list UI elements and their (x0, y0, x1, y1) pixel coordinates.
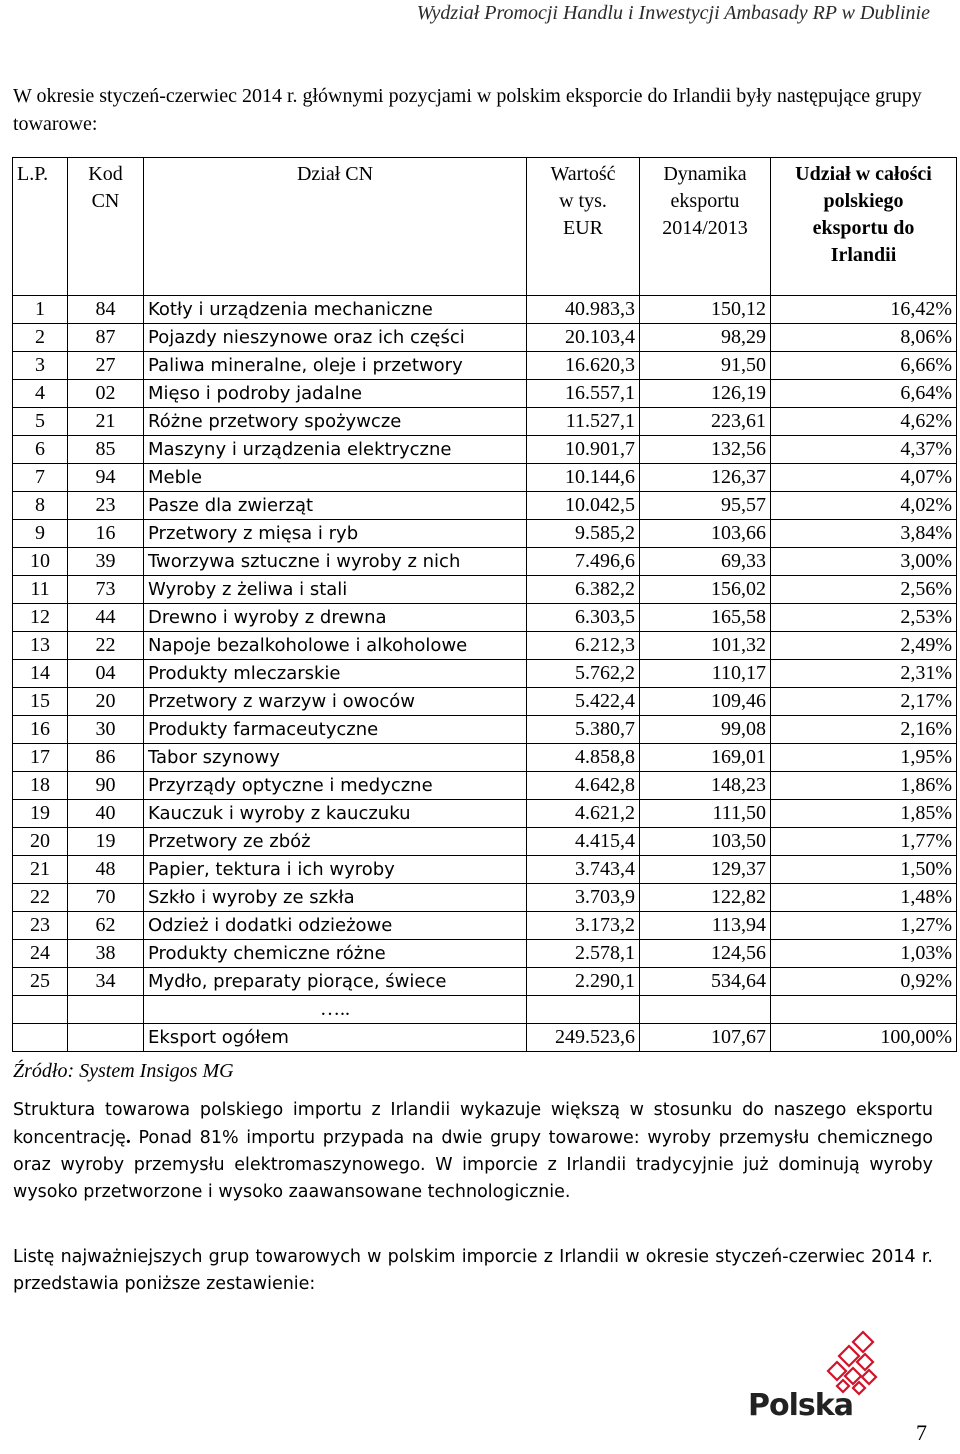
row-udzial: 3,84% (771, 520, 957, 548)
row-wartosc: 4.621,2 (527, 800, 640, 828)
row-dynamika: 124,56 (640, 940, 771, 968)
row-dynamika: 99,08 (640, 716, 771, 744)
row-kod: 02 (68, 380, 144, 408)
row-dynamika: 103,66 (640, 520, 771, 548)
row-lp: 22 (13, 884, 68, 912)
row-udzial: 8,06% (771, 324, 957, 352)
row-wartosc: 6.212,3 (527, 632, 640, 660)
row-wartosc: 3.173,2 (527, 912, 640, 940)
row-udzial: 2,53% (771, 604, 957, 632)
header-lp: L.P. (13, 158, 68, 296)
header-udzial: Udział w całości polskiego eksportu do Irlandii (771, 158, 957, 296)
row-kod: 20 (68, 688, 144, 716)
row-kod: 85 (68, 436, 144, 464)
row-dynamika: 534,64 (640, 968, 771, 996)
page-header: Wydział Promocji Handlu i Inwestycji Ambasady RP w Dublinie (416, 2, 930, 24)
row-wartosc: 6.303,5 (527, 604, 640, 632)
row-lp: 13 (13, 632, 68, 660)
paragraph-import-list-intro: Listę najważniejszych grup towarowych w polskim imporcie z Irlandii w okresie styczeń-czerwiec 2014 r. przedstawia poniższe zestawienie: (13, 1247, 933, 1294)
row-lp: 17 (13, 744, 68, 772)
row-kod: 30 (68, 716, 144, 744)
row-lp: 25 (13, 968, 68, 996)
row-lp: 10 (13, 548, 68, 576)
row-wartosc: 9.585,2 (527, 520, 640, 548)
row-dynamika: 156,02 (640, 576, 771, 604)
row-dzial: Mydło, preparaty piorące, świece (144, 968, 527, 996)
logo-wordmark: Polska (748, 1388, 853, 1423)
row-dzial: Maszyny i urządzenia elektryczne (144, 436, 527, 464)
table-header-row (13, 158, 957, 296)
row-lp: 12 (13, 604, 68, 632)
row-udzial: 1,85% (771, 800, 957, 828)
row-udzial: 1,50% (771, 856, 957, 884)
row-udzial: 1,95% (771, 744, 957, 772)
row-dzial: Kotły i urządzenia mechaniczne (144, 296, 527, 324)
row-wartosc: 11.527,1 (527, 408, 640, 436)
table-row (13, 576, 957, 604)
row-wartosc: 2.578,1 (527, 940, 640, 968)
row-lp: 18 (13, 772, 68, 800)
table-row (13, 856, 957, 884)
row-udzial: 16,42% (771, 296, 957, 324)
table-row (13, 744, 957, 772)
table-row (13, 604, 957, 632)
row-kod: 44 (68, 604, 144, 632)
table-row (13, 688, 957, 716)
row-dzial: Drewno i wyroby z drewna (144, 604, 527, 632)
row-udzial: 1,27% (771, 912, 957, 940)
row-dzial: Przetwory z mięsa i ryb (144, 520, 527, 548)
table-row (13, 772, 957, 800)
row-udzial: 4,62% (771, 408, 957, 436)
row-dzial: Wyroby z żeliwa i stali (144, 576, 527, 604)
table-row (13, 968, 957, 996)
row-udzial: 4,07% (771, 464, 957, 492)
row-lp: 21 (13, 856, 68, 884)
row-dynamika: 110,17 (640, 660, 771, 688)
row-dynamika: 126,19 (640, 380, 771, 408)
row-wartosc: 40.983,3 (527, 296, 640, 324)
row-dynamika: 150,12 (640, 296, 771, 324)
table-row (13, 408, 957, 436)
page-number: 7 (916, 1420, 927, 1445)
row-dzial: Mięso i podroby jadalne (144, 380, 527, 408)
row-dzial: Produkty chemiczne różne (144, 940, 527, 968)
row-udzial: 1,86% (771, 772, 957, 800)
table-row (13, 324, 957, 352)
row-udzial: 1,03% (771, 940, 957, 968)
row-wartosc: 10.042,5 (527, 492, 640, 520)
row-dynamika: 95,57 (640, 492, 771, 520)
row-lp: 24 (13, 940, 68, 968)
row-wartosc: 7.496,6 (527, 548, 640, 576)
row-kod: 34 (68, 968, 144, 996)
table-row (13, 828, 957, 856)
row-wartosc: 20.103,4 (527, 324, 640, 352)
row-wartosc: 5.422,4 (527, 688, 640, 716)
row-kod: 22 (68, 632, 144, 660)
row-kod: 23 (68, 492, 144, 520)
row-dzial: Tworzywa sztuczne i wyroby z nich (144, 548, 527, 576)
row-udzial: 2,17% (771, 688, 957, 716)
row-lp: 14 (13, 660, 68, 688)
row-lp: 15 (13, 688, 68, 716)
row-dynamika: 101,32 (640, 632, 771, 660)
row-dzial: Papier, tektura i ich wyroby (144, 856, 527, 884)
paragraph-1-dot: . (125, 1126, 131, 1148)
row-dynamika: 126,37 (640, 464, 771, 492)
row-lp: 3 (13, 352, 68, 380)
row-lp: 19 (13, 800, 68, 828)
row-dynamika: 98,29 (640, 324, 771, 352)
row-lp: 11 (13, 576, 68, 604)
row-udzial: 2,31% (771, 660, 957, 688)
row-lp: 2 (13, 324, 68, 352)
row-wartosc: 3.703,9 (527, 884, 640, 912)
table-row (13, 464, 957, 492)
table-row (13, 380, 957, 408)
row-kod: 70 (68, 884, 144, 912)
row-dzial: Szkło i wyroby ze szkła (144, 884, 527, 912)
row-kod: 21 (68, 408, 144, 436)
table-row (13, 632, 957, 660)
row-wartosc: 4.642,8 (527, 772, 640, 800)
row-wartosc: 4.858,8 (527, 744, 640, 772)
ellipsis-cell: ….. (144, 996, 527, 1024)
row-lp: 9 (13, 520, 68, 548)
row-lp: 23 (13, 912, 68, 940)
table-row (13, 296, 957, 324)
row-kod: 19 (68, 828, 144, 856)
row-kod: 16 (68, 520, 144, 548)
row-dynamika: 122,82 (640, 884, 771, 912)
table-row (13, 660, 957, 688)
header-kod: Kod CN (68, 158, 144, 296)
table-row (13, 884, 957, 912)
row-dzial: Produkty mleczarskie (144, 660, 527, 688)
row-dzial: Różne przetwory spożywcze (144, 408, 527, 436)
row-dzial: Przetwory ze zbóż (144, 828, 527, 856)
row-dzial: Przetwory z warzyw i owoców (144, 688, 527, 716)
row-wartosc: 10.144,6 (527, 464, 640, 492)
total-dynamika: 107,67 (640, 1024, 771, 1052)
row-dynamika: 132,56 (640, 436, 771, 464)
row-udzial: 6,64% (771, 380, 957, 408)
row-lp: 5 (13, 408, 68, 436)
row-udzial: 3,00% (771, 548, 957, 576)
total-udzial: 100,00% (771, 1024, 957, 1052)
row-lp: 7 (13, 464, 68, 492)
row-udzial: 2,56% (771, 576, 957, 604)
table-row (13, 436, 957, 464)
paragraph-import-structure (13, 1097, 933, 1206)
table-row (13, 940, 957, 968)
row-lp: 6 (13, 436, 68, 464)
row-kod: 27 (68, 352, 144, 380)
row-lp: 4 (13, 380, 68, 408)
row-kod: 38 (68, 940, 144, 968)
row-kod: 90 (68, 772, 144, 800)
row-dynamika: 169,01 (640, 744, 771, 772)
row-wartosc: 4.415,4 (527, 828, 640, 856)
row-wartosc: 3.743,4 (527, 856, 640, 884)
table-row (13, 492, 957, 520)
row-udzial: 1,77% (771, 828, 957, 856)
header-wartosc: Wartość w tys. EUR (527, 158, 640, 296)
table-row (13, 352, 957, 380)
row-udzial: 2,16% (771, 716, 957, 744)
row-kod: 39 (68, 548, 144, 576)
row-kod: 86 (68, 744, 144, 772)
row-dynamika: 69,33 (640, 548, 771, 576)
row-dynamika: 111,50 (640, 800, 771, 828)
table-row (13, 912, 957, 940)
row-udzial: 2,49% (771, 632, 957, 660)
header-dynamika: Dynamika eksportu 2014/2013 (640, 158, 771, 296)
row-dzial: Paliwa mineralne, oleje i przetwory (144, 352, 527, 380)
table-row (13, 520, 957, 548)
row-dzial: Meble (144, 464, 527, 492)
total-row (13, 1024, 957, 1052)
row-kod: 84 (68, 296, 144, 324)
row-dzial: Pojazdy nieszynowe oraz ich części (144, 324, 527, 352)
intro-text: W okresie styczeń-czerwiec 2014 r. głównymi pozycjami w polskim eksporcie do Irlandii były następujące grupy towarowe: (13, 85, 922, 135)
row-udzial: 4,37% (771, 436, 957, 464)
row-wartosc: 2.290,1 (527, 968, 640, 996)
row-dynamika: 103,50 (640, 828, 771, 856)
row-kod: 94 (68, 464, 144, 492)
total-wartosc: 249.523,6 (527, 1024, 640, 1052)
header-dzial: Dział CN (144, 158, 527, 296)
row-dynamika: 129,37 (640, 856, 771, 884)
total-label: Eksport ogółem (144, 1024, 527, 1052)
row-dzial: Tabor szynowy (144, 744, 527, 772)
row-dzial: Napoje bezalkoholowe i alkoholowe (144, 632, 527, 660)
row-kod: 87 (68, 324, 144, 352)
row-udzial: 1,48% (771, 884, 957, 912)
row-lp: 8 (13, 492, 68, 520)
row-dzial: Odzież i dodatki odzieżowe (144, 912, 527, 940)
row-kod: 48 (68, 856, 144, 884)
row-udzial: 0,92% (771, 968, 957, 996)
row-lp: 1 (13, 296, 68, 324)
row-dzial: Przyrządy optyczne i medyczne (144, 772, 527, 800)
row-wartosc: 5.380,7 (527, 716, 640, 744)
paragraph-1-start: Struktura towarowa polskiego importu z Irlandii wykazuje większą w stosunku do naszego eksportu koncentrację (13, 1100, 933, 1148)
row-dynamika: 148,23 (640, 772, 771, 800)
row-kod: 04 (68, 660, 144, 688)
table-row (13, 716, 957, 744)
row-dynamika: 113,94 (640, 912, 771, 940)
source-note: Źródło: System Insigos MG (13, 1060, 234, 1082)
row-wartosc: 16.557,1 (527, 380, 640, 408)
row-dzial: Pasze dla zwierząt (144, 492, 527, 520)
row-kod: 40 (68, 800, 144, 828)
row-lp: 16 (13, 716, 68, 744)
row-dynamika: 223,61 (640, 408, 771, 436)
row-dzial: Kauczuk i wyroby z kauczuku (144, 800, 527, 828)
export-table (12, 157, 957, 1052)
paragraph-1-end: Ponad 81% importu przypada na dwie grupy towarowe: wyroby przemysłu chemicznego oraz wyroby przemysłu elektromaszynowego. W imporcie z Irlandii tradycyjnie już dominują wyroby wysoko przetworzone i wysoko zaawansowane technologicznie. (13, 1128, 933, 1202)
row-udzial: 6,66% (771, 352, 957, 380)
row-kod: 73 (68, 576, 144, 604)
row-wartosc: 6.382,2 (527, 576, 640, 604)
row-udzial: 4,02% (771, 492, 957, 520)
row-lp: 20 (13, 828, 68, 856)
row-dynamika: 91,50 (640, 352, 771, 380)
table-row (13, 548, 957, 576)
row-wartosc: 10.901,7 (527, 436, 640, 464)
row-dzial: Produkty farmaceutyczne (144, 716, 527, 744)
ellipsis-row (13, 996, 957, 1024)
row-wartosc: 16.620,3 (527, 352, 640, 380)
table-row (13, 800, 957, 828)
row-dynamika: 109,46 (640, 688, 771, 716)
row-wartosc: 5.762,2 (527, 660, 640, 688)
row-kod: 62 (68, 912, 144, 940)
row-dynamika: 165,58 (640, 604, 771, 632)
